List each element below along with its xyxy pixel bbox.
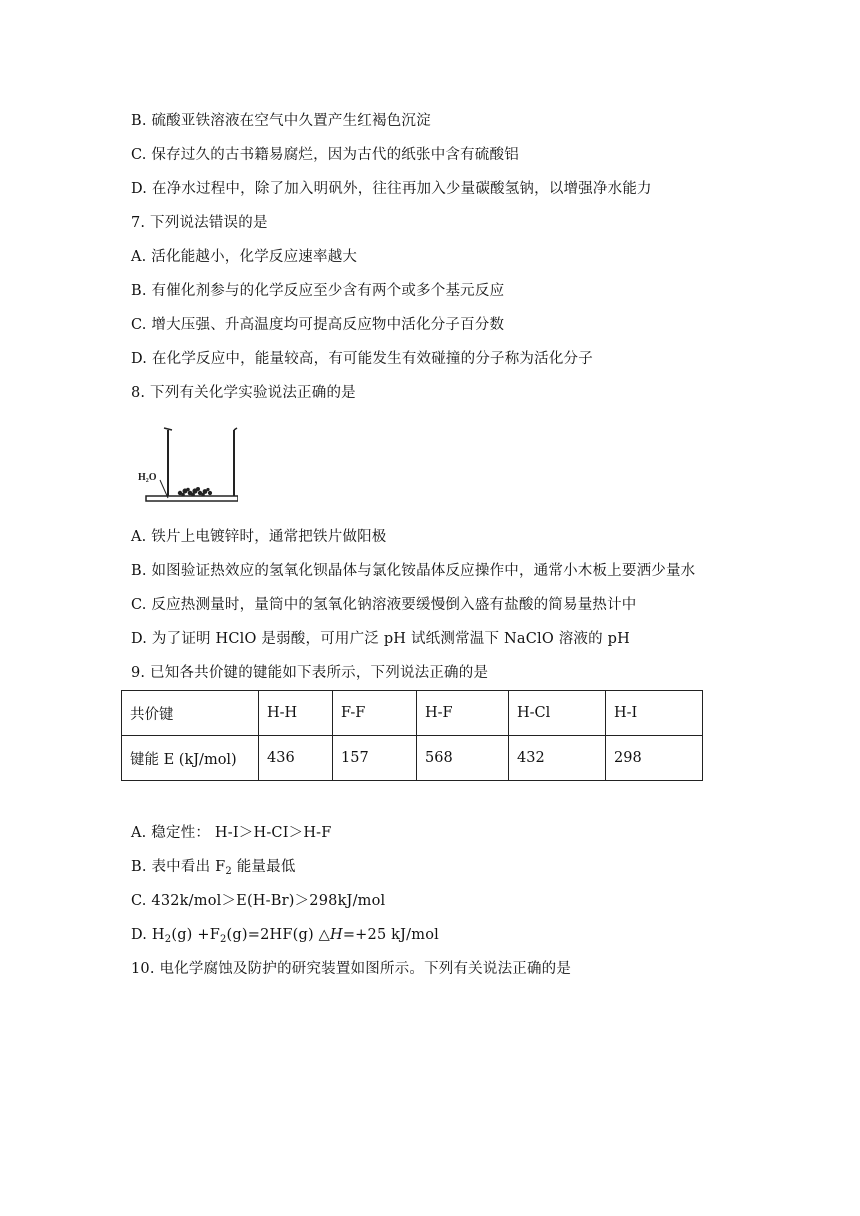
table-cell: 568 [417,736,509,781]
enthalpy-symbol: H [329,927,343,943]
table-cell: H-H [259,691,333,736]
q8-option-b: B. 如图验证热效应的氢氧化钡晶体与氯化铵晶体反应操作中，通常小木板上要洒少量水 [131,563,696,579]
q9-option-b-text: B. 表中看出 F [131,859,226,875]
q7-option-c: C. 增大压强、升高温度均可提高反应物中活化分子百分数 [131,317,505,333]
table-cell: 298 [606,736,703,781]
q9-option-a: A. 稳定性： H-I＞H-CI＞H-F [131,825,332,841]
table-cell: 键能 E (kJ/mol) [122,736,259,781]
equation-part: D. H [131,927,165,943]
q7-option-b: B. 有催化剂参与的化学反应至少含有两个或多个基元反应 [131,283,505,299]
q8-stem: 8. 下列有关化学实验说法正确的是 [131,385,356,401]
q9-option-c: C. 432k/mol＞E(H-Br)＞298kJ/mol [131,893,386,909]
table-cell: H-F [417,691,509,736]
water-label: H₂O [138,472,157,483]
q9-option-b [131,857,296,877]
q7-stem: 7. 下列说法错误的是 [131,215,268,231]
q9-stem: 9. 已知各共价键的键能如下表所示，下列说法正确的是 [131,665,489,681]
table-cell: 432 [509,736,606,781]
equation-part: (g) +F [171,927,220,943]
q8-option-c: C. 反应热测量时，量筒中的氢氧化钠溶液要缓慢倒入盛有盐酸的简易量热计中 [131,597,637,613]
q7-option-a: A. 活化能越小，化学反应速率越大 [131,249,358,265]
beaker-figure [138,424,238,508]
subscript: 2 [225,866,232,877]
q9-option-b-text-end: 能量最低 [231,859,296,875]
table-cell: 436 [259,736,333,781]
q6-option-b: B. 硫酸亚铁溶液在空气中久置产生红褐色沉淀 [131,113,431,129]
table-cell: H-Cl [509,691,606,736]
table-cell: H-I [606,691,703,736]
subscript: 2 [164,934,172,945]
q8-option-d: D. 为了证明 HClO 是弱酸，可用广泛 pH 试纸测常温下 NaClO 溶液的 pH [131,631,630,647]
table-cell: 157 [333,736,417,781]
table-row [122,736,703,781]
table-cell: 共价键 [122,691,259,736]
q9-option-d [131,925,439,945]
table-cell: F-F [333,691,417,736]
equation-part: =+25 kJ/mol [342,927,439,943]
q6-option-c: C. 保存过久的古书籍易腐烂，因为古代的纸张中含有硫酸铝 [131,147,519,163]
equation-part: (g)=2HF(g) △ [226,927,330,943]
subscript: 2 [219,934,227,945]
bond-energy-table [121,690,703,781]
q8-option-a: A. 铁片上电镀锌时，通常把铁片做阳极 [131,529,387,545]
table-row [122,691,703,736]
q7-option-d: D. 在化学反应中，能量较高，有可能发生有效碰撞的分子称为活化分子 [131,351,593,367]
q6-option-d: D. 在净水过程中，除了加入明矾外，往往再加入少量碳酸氢钠，以增强净水能力 [131,181,652,197]
q10-stem: 10. 电化学腐蚀及防护的研究装置如图所示。下列有关说法正确的是 [131,961,572,977]
